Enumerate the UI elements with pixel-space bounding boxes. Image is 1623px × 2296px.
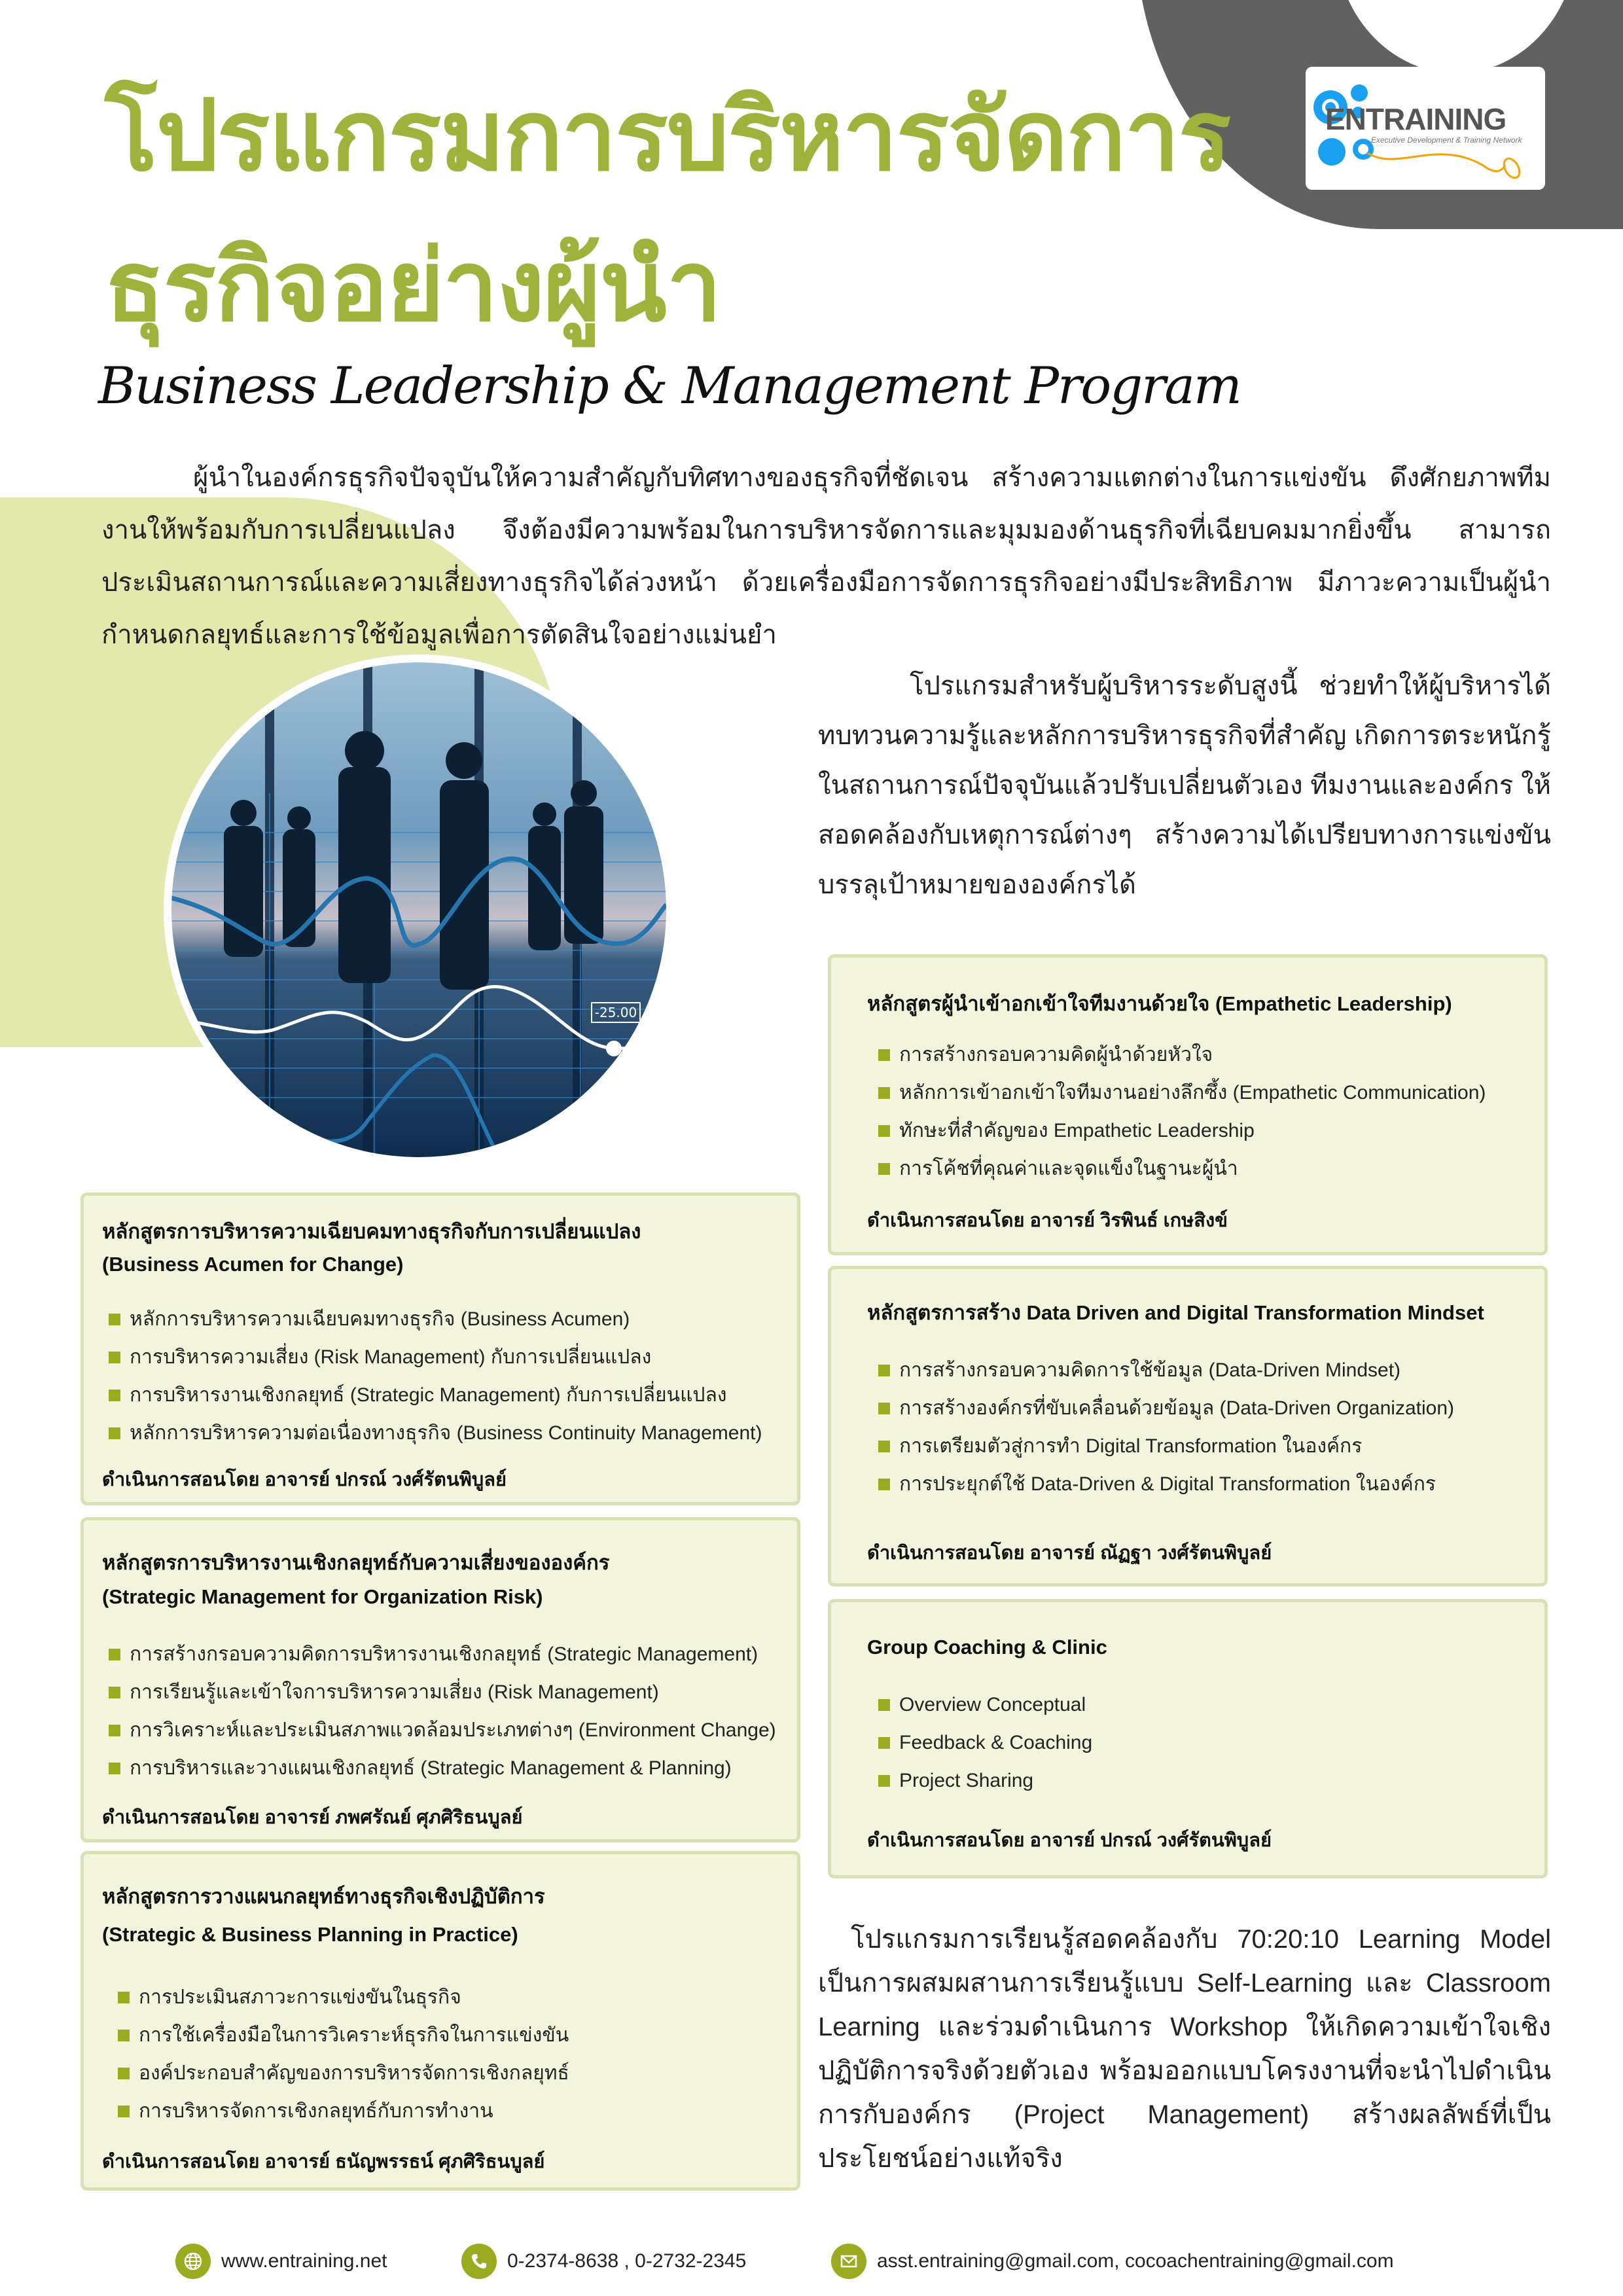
bullet-square-icon — [878, 1049, 890, 1061]
topic-text: หลักการบริหารความเฉียบคมทางธุรกิจ (Business Acumen) — [130, 1308, 630, 1330]
topic-text: การสร้างกรอบความคิดการใช้ข้อมูล (Data-Driven Mindset) — [899, 1359, 1401, 1381]
bullet-square-icon — [878, 1087, 890, 1099]
phone-icon — [461, 2244, 497, 2279]
course-topic — [109, 1674, 776, 1712]
course-title: หลักสูตรการบริหารงานเชิงกลยุทธ์กับความเสี่ยงขององค์กร — [102, 1551, 610, 1574]
course-topic — [878, 1465, 1454, 1503]
entraining-logo — [1306, 67, 1545, 190]
course-instructor: ดำเนินการสอนโดย อาจารย์ ภพศรัณย์ ศุภศิริธนบูลย์ — [102, 1807, 523, 1828]
course-topic — [118, 2092, 569, 2130]
topic-text: การเรียนรู้และเข้าใจการบริหารความเสี่ยง (Risk Management) — [130, 1681, 659, 1703]
course-topics — [878, 1036, 1486, 1188]
topic-text: การบริหารจัดการเชิงกลยุทธ์กับการทำงาน — [139, 2100, 493, 2122]
course-topic — [878, 1036, 1486, 1074]
globe-icon — [175, 2244, 211, 2279]
course-instructor: ดำเนินการสอนโดย อาจารย์ ณัฏฐา วงศ์รัตนพิบูลย์ — [867, 1543, 1272, 1564]
business-handshake-photo — [171, 662, 666, 1157]
course-box-strategic-risk — [80, 1517, 800, 1842]
course-box-planning — [80, 1851, 800, 2191]
bullet-square-icon — [878, 1775, 890, 1787]
bullet-square-icon — [118, 2030, 130, 2041]
bullet-square-icon — [118, 2106, 130, 2117]
phone-numbers: 0-2374-8638 , 0-2732-2345 — [507, 2250, 747, 2272]
topic-text: การเตรียมตัวสู่การทำ Digital Transformation ในองค์กร — [899, 1435, 1363, 1457]
photo-illustration — [171, 662, 666, 1157]
topic-text: องค์ประกอบสำคัญของการบริหารจัดการเชิงกลยุทธ์ — [139, 2062, 569, 2084]
topic-text: หลักการเข้าอกเข้าใจทีมงานอย่างลึกซึ้ง (Empathetic Communication) — [899, 1082, 1486, 1103]
course-box-coaching — [828, 1599, 1548, 1878]
bullet-square-icon — [109, 1352, 120, 1363]
mail-icon — [831, 2244, 866, 2279]
course-topic — [109, 1300, 762, 1338]
course-topic — [878, 1427, 1454, 1465]
bullet-square-icon — [878, 1441, 890, 1452]
topic-text: Overview Conceptual — [899, 1694, 1086, 1715]
topic-text: การสร้างองค์กรที่ขับเคลื่อนด้วยข้อมูล (Data-Driven Organization) — [899, 1397, 1454, 1419]
chart-value-label: -25.00 — [594, 1005, 637, 1020]
bullet-square-icon — [878, 1365, 890, 1376]
exec-paragraph: โปรแกรมสำหรับผู้บริหารระดับสูงนี้ ช่วยทำให้ผู้บริหารได้ทบทวนความรู้และหลักการบริหารธุรกิจที่สำคัญ เกิดการตระหนักรู้ในสถานการณ์ปัจจุบันแล้วปรับเปลี่ยนตัวเอง ทีมงานและองค์กร ให้สอดคล้องกับเหตุการณ์ต่างๆ สร้างความได้เปรียบทางการแข่งขัน บรรลุเป้าหมายขององค์กรได้ — [818, 672, 1551, 899]
course-title: หลักสูตรการสร้าง Data Driven and Digital Transformation Mindset — [867, 1301, 1484, 1324]
course-topic — [109, 1376, 762, 1414]
topic-text: การบริหารและวางแผนเชิงกลยุทธ์ (Strategic Management & Planning) — [130, 1757, 732, 1779]
course-topics — [109, 1300, 762, 1452]
course-box-data-driven — [828, 1266, 1548, 1587]
course-title: หลักสูตรการบริหารความเฉียบคมทางธุรกิจกับการเปลี่ยนแปลง — [102, 1220, 641, 1243]
topic-text: ทักษะที่สำคัญของ Empathetic Leadership — [899, 1120, 1255, 1141]
footer-website[interactable] — [175, 2244, 387, 2279]
course-title: Group Coaching & Clinic — [867, 1636, 1107, 1659]
intro-paragraph: ผู้นำในองค์กรธุรกิจปัจจุบันให้ความสำคัญกับทิศทางของธุรกิจที่ชัดเจน สร้างความแตกต่างในการแข่งขัน ดึงศักยภาพทีมงานให้พร้อมกับการเปลี่ยนแปลง จึงต้องมีความพร้อมในการบริหารจัดการและมุมมองด้านธุรกิจที่เฉียบคมมากยิ่งขึ้น สามารถประเมินสถานการณ์และความเสี่ยงทางธุรกิจได้ล่วงหน้า ด้วยเครื่องมือการจัดการธุรกิจอย่างมีประสิทธิภาพ มีภาวะความเป็นผู้นำ กำหนดกลยุทธ์และการใช้ข้อมูลเพื่อการตัดสินใจอย่างแม่นยำ — [101, 463, 1551, 649]
course-topic — [878, 1112, 1486, 1150]
course-topics — [118, 1979, 569, 2130]
email-addresses[interactable]: asst.entraining@gmail.com, cocoachentraining@gmail.com — [877, 2250, 1394, 2272]
course-subtitle: (Business Acumen for Change) — [102, 1253, 404, 1276]
topic-text: การบริหารความเสี่ยง (Risk Management) กับการเปลี่ยนแปลง — [130, 1346, 652, 1368]
bullet-square-icon — [109, 1763, 120, 1774]
page-title-th-line2: ธุรกิจอย่างผู้นำ — [105, 231, 721, 341]
topic-text: การสร้างกรอบความคิดผู้นำด้วยหัวใจ — [899, 1044, 1213, 1066]
logo-tagline: Executive Development & Training Network — [1371, 135, 1522, 145]
footer-email[interactable] — [831, 2244, 1394, 2279]
course-topic — [118, 1979, 569, 2017]
course-instructor: ดำเนินการสอนโดย อาจารย์ ปกรณ์ วงศ์รัตนพิบูลย์ — [867, 1830, 1272, 1851]
course-topic — [878, 1150, 1486, 1188]
course-topic — [109, 1712, 776, 1749]
bullet-square-icon — [109, 1649, 120, 1660]
topic-text: การบริหารงานเชิงกลยุทธ์ (Strategic Management) กับการเปลี่ยนแปลง — [130, 1384, 727, 1406]
course-subtitle: (Strategic & Business Planning in Practice) — [102, 1923, 518, 1946]
bullet-square-icon — [878, 1125, 890, 1137]
bullet-square-icon — [878, 1479, 890, 1490]
bullet-square-icon — [109, 1427, 120, 1439]
website-link[interactable]: www.entraining.net — [221, 2250, 387, 2272]
bullet-square-icon — [878, 1737, 890, 1749]
course-instructor: ดำเนินการสอนโดย อาจารย์ ปกรณ์ วงศ์รัตนพิบูลย์ — [102, 1469, 507, 1490]
course-topic — [118, 2017, 569, 2054]
course-title: หลักสูตรผู้นำเข้าอกเข้าใจทีมงานด้วยใจ (Empathetic Leadership) — [867, 992, 1452, 1015]
course-topic — [878, 1762, 1092, 1800]
bullet-square-icon — [109, 1687, 120, 1698]
course-topic — [118, 2054, 569, 2092]
bullet-square-icon — [109, 1390, 120, 1401]
logo-brand: ENTRAINING — [1325, 102, 1507, 136]
course-instructor: ดำเนินการสอนโดย อาจารย์ ธนัญพรรธน์ ศุภศิริธนบูลย์ — [102, 2151, 545, 2172]
topic-text: หลักการบริหารความต่อเนื่องทางธุรกิจ (Business Continuity Management) — [130, 1422, 762, 1444]
bullet-square-icon — [878, 1163, 890, 1175]
page-title-en: Business Leadership & Management Program — [98, 357, 1241, 416]
topic-text: การโค้ชที่คุณค่าและจุดแข็งในฐานะผู้นำ — [899, 1158, 1238, 1179]
course-topic — [109, 1636, 776, 1674]
course-topic — [878, 1686, 1092, 1724]
course-subtitle: (Strategic Management for Organization Risk) — [102, 1585, 543, 1608]
course-topics — [878, 1352, 1454, 1503]
page-title-th-line1: โปรแกรมการบริหารจัดการ — [105, 81, 1230, 190]
course-topics — [878, 1686, 1092, 1800]
course-topic — [878, 1074, 1486, 1112]
course-topic — [109, 1414, 762, 1452]
course-topics — [109, 1636, 776, 1787]
topic-text: การใช้เครื่องมือในการวิเคราะห์ธุรกิจในการแข่งขัน — [139, 2024, 569, 2046]
course-topic — [109, 1338, 762, 1376]
bullet-square-icon — [109, 1725, 120, 1736]
course-topic — [878, 1390, 1454, 1427]
topic-text: การสร้างกรอบความคิดการบริหารงานเชิงกลยุทธ์ (Strategic Management) — [130, 1643, 758, 1665]
topic-text: Feedback & Coaching — [899, 1732, 1093, 1753]
topic-text: การประเมินสภาวะการแข่งขันในธุรกิจ — [139, 1986, 461, 2008]
bullet-square-icon — [878, 1699, 890, 1711]
bullet-square-icon — [118, 2068, 130, 2079]
bullet-square-icon — [109, 1314, 120, 1325]
logo-graphic — [1306, 67, 1545, 190]
course-instructor: ดำเนินการสอนโดย อาจารย์ วิรพินธ์ เกษสิงข์ — [867, 1210, 1228, 1231]
course-box-acumen — [80, 1193, 800, 1505]
bullet-square-icon — [878, 1403, 890, 1414]
footer-phone — [461, 2244, 746, 2279]
course-box-empathetic — [828, 954, 1548, 1255]
topic-text: การวิเคราะห์และประเมินสภาพแวดล้อมประเภทต่างๆ (Environment Change) — [130, 1719, 776, 1741]
topic-text: Project Sharing — [899, 1770, 1034, 1791]
course-topic — [878, 1724, 1092, 1762]
topic-text: การประยุกต์ใช้ Data-Driven & Digital Transformation ในองค์กร — [899, 1473, 1436, 1495]
course-topic — [109, 1749, 776, 1787]
learning-model-paragraph: โปรแกรมการเรียนรู้สอดคล้องกับ 70:20:10 Learning Model เป็นการผสมผสานการเรียนรู้แบบ Self-Learning และ Classroom Learning และร่วมดำเนินการ Workshop ให้เกิดความเข้าใจเชิงปฏิบัติการจริงด้วยตัวเอง พร้อมออกแบบโครงงานที่จะนำไปดำเนินการกับองค์กร (Project Management) สร้างผลลัพธ์ที่เป็นประโยชน์อย่างแท้จริง — [818, 1925, 1551, 2173]
course-title: หลักสูตรการวางแผนกลยุทธ์ทางธุรกิจเชิงปฏิบัติการ — [102, 1885, 545, 1908]
bullet-square-icon — [118, 1992, 130, 2003]
course-topic — [878, 1352, 1454, 1390]
